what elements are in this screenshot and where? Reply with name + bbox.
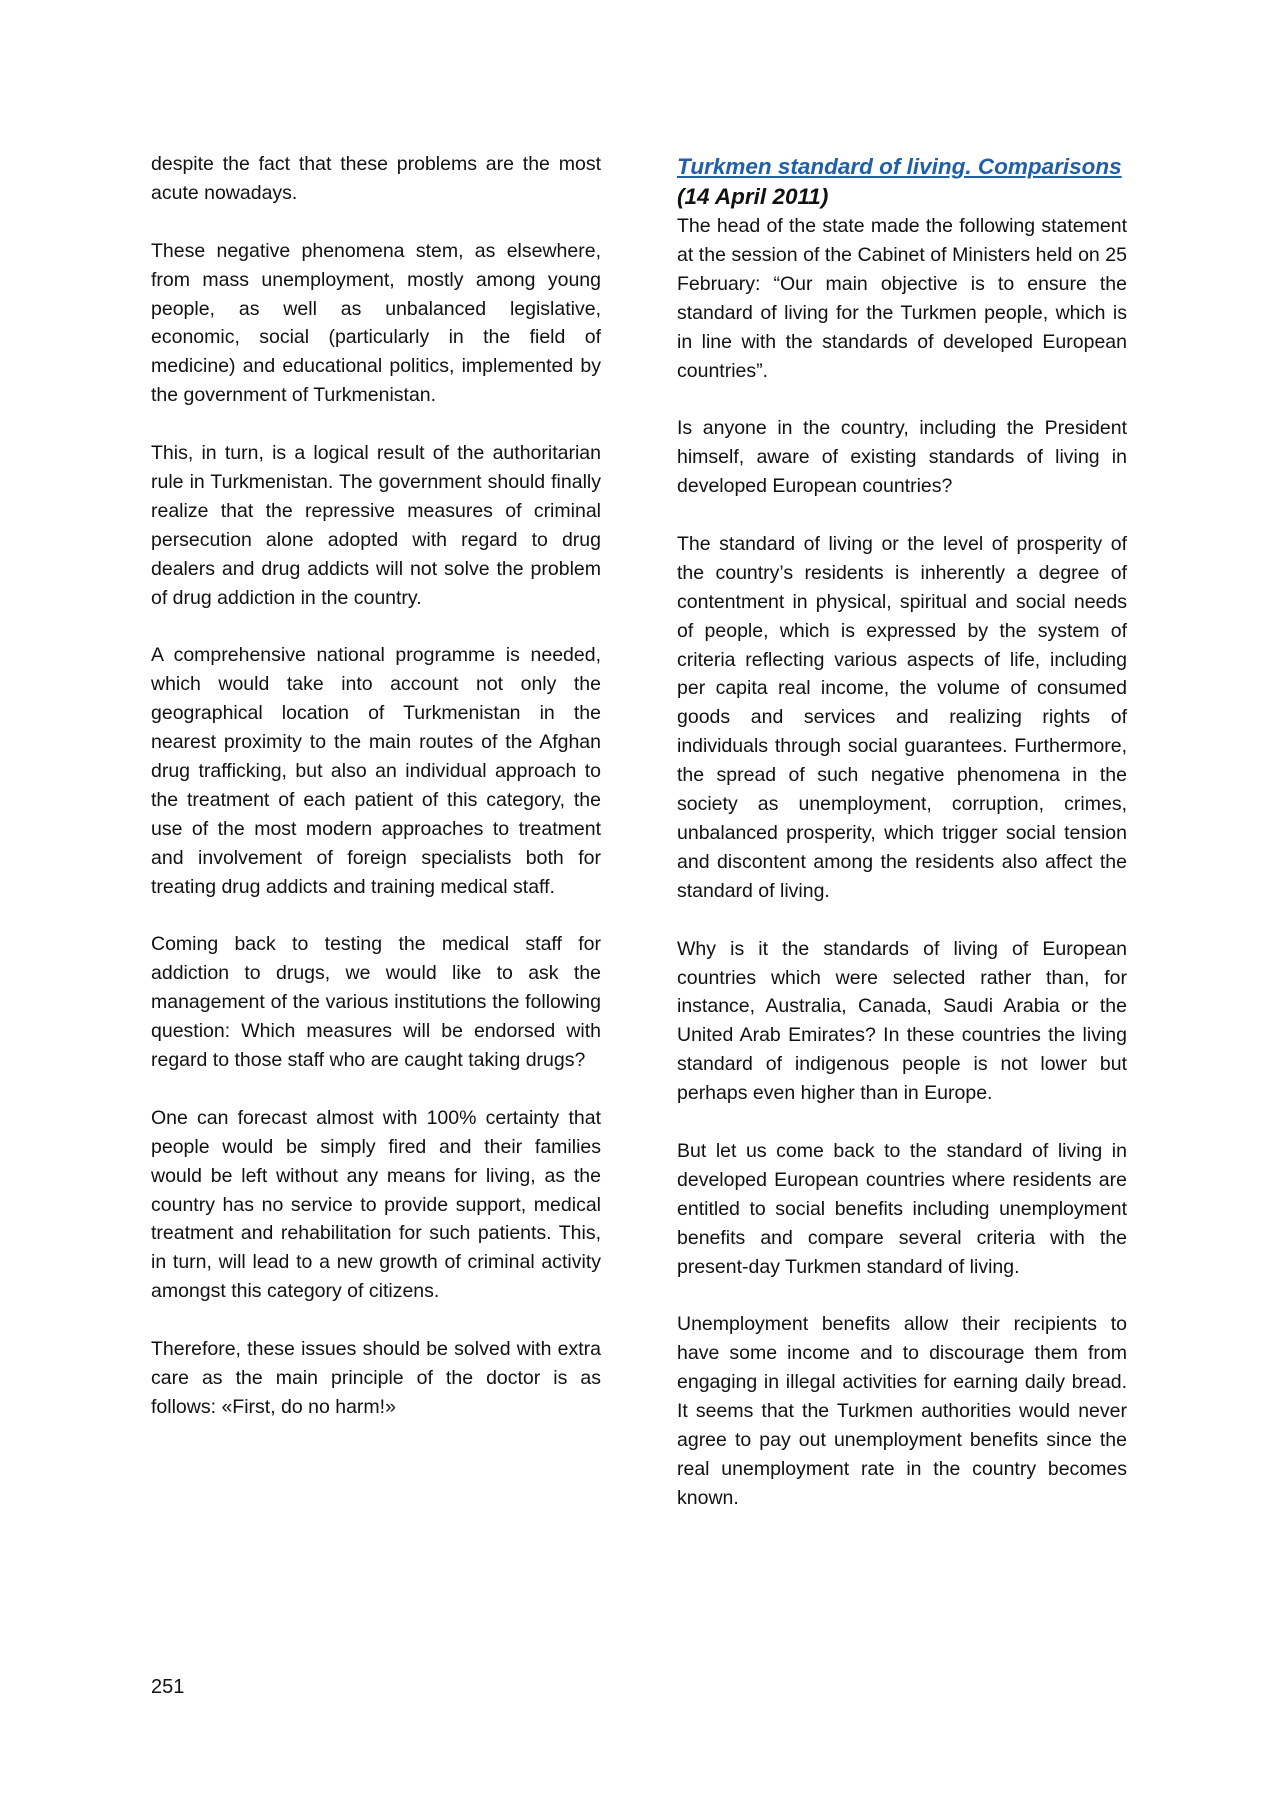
paragraph: The head of the state made the following statement at the session of the Cabinet of Ministers held on 25 February: “Our main objective is to ensure the standard of living for the Turkmen people, which is in line with the standards of developed European countries”.: [677, 215, 1127, 382]
article-heading-link[interactable]: Turkmen standard of living. Comparisons: [677, 154, 1122, 179]
paragraph: Is anyone in the country, including the President himself, aware of existing standards of living in developed European countries?: [677, 417, 1127, 498]
paragraph: The standard of living or the level of prosperity of the country’s residents is inherently a degree of contentment in physical, spiritual and social needs of people, which is expressed by the system of criteria reflecting various aspects of life, including per capita real income, the volume of consumed goods and services and realizing rights of individuals through social guarantees. Furthermore, the spread of such negative phenomena in the society as unemployment, corruption, crimes, unbalanced prosperity, which trigger social tension and discontent among the residents also affect the standard of living.: [677, 532, 1127, 902]
paragraph: These negative phenomena stem, as elsewhere, from mass unemployment, mostly among young people, as well as unbalanced legislative, economic, social (particularly in the field of medicine) and educational politics, implemented by the government of Turkmenistan.: [151, 239, 601, 407]
paragraph: But let us come back to the standard of living in developed European countries where residents are entitled to social benefits including unemployment benefits and compare several criteria with the present-day Turkmen standard of living.: [677, 1139, 1127, 1278]
left-column: [151, 150, 601, 1451]
paragraph: Coming back to testing the medical staff for addiction to drugs, we would like to ask the management of the various institutions the following question: Which measures will be endorsed with regard to those staff who are caught taking drugs?: [151, 933, 601, 1072]
paragraph: This, in turn, is a logical result of the authoritarian rule in Turkmenistan. The government should finally realize that the repressive measures of criminal persecution alone adopted with regard to drug dealers and drug addicts will not solve the problem of drug addiction in the country.: [151, 442, 601, 609]
paragraph: One can forecast almost with 100% certainty that people would be simply fired and their families would be left without any means for living, as the country has no service to provide support, medical treatment and rehabilitation for such patients. This, in turn, will lead to a new growth of criminal activity amongst this category of citizens.: [151, 1106, 601, 1303]
right-column: [677, 152, 1127, 1542]
paragraph: despite the fact that these problems are the most acute nowadays.: [151, 153, 601, 204]
paragraph: Therefore, these issues should be solved with extra care as the main principle of the doctor is as follows: «First, do no harm!»: [151, 1338, 601, 1418]
paragraph: A comprehensive national programme is needed, which would take into account not only the geographical location of Turkmenistan in the nearest proximity to the main routes of the Afghan drug trafficking, but also an individual approach to the treatment of each patient of this category, the use of the most modern approaches to treatment and involvement of foreign specialists both for treating drug addicts and training medical staff.: [151, 644, 601, 898]
paragraph: Why is it the standards of living of European countries which were selected rather than, for instance, Australia, Canada, Saudi Arabia or the United Arab Emirates? In these countries the living standard of indigenous people is not lower but perhaps even higher than in Europe.: [677, 937, 1127, 1105]
page-number: 251: [151, 1676, 185, 1698]
paragraph: Unemployment benefits allow their recipients to have some income and to discourage them from engaging in illegal activities for earning daily bread. It seems that the Turkmen authorities would never agree to pay out unemployment benefits since the real unemployment rate in the country becomes known.: [677, 1313, 1127, 1509]
article-date: (14 April 2011): [677, 184, 829, 209]
